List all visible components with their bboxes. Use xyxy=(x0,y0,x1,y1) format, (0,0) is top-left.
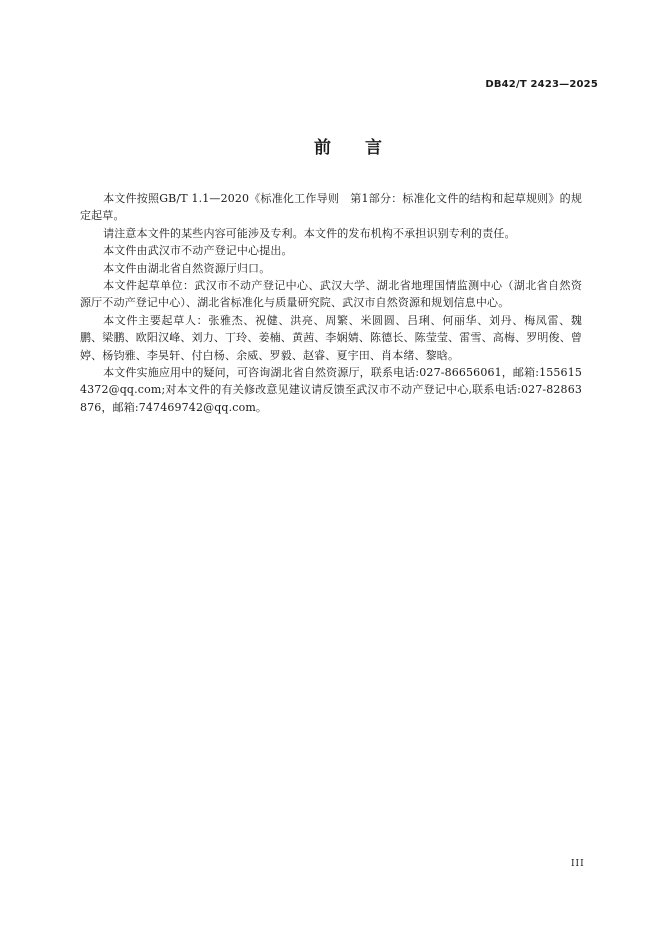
paragraph-drafting-units: 本文件起草单位：武汉市不动产登记中心、武汉大学、湖北省地理国情监测中心（湖北省自然资源厅不动产登记中心）、湖北省标准化与质量研究院、武汉市自然资源和规划信息中心。 xyxy=(80,279,582,310)
page-title: 前 言 xyxy=(314,138,382,158)
paragraph-drafters: 本文件主要起草人：张雅杰、祝健、洪亮、周繁、米圆圆、吕琍、何丽华、刘丹、梅凤雷、魏鹏、梁鹏、欧阳汉峰、刘力、丁玲、姜楠、黄茜、李娴婧、陈德长、陈莹莹、雷雪、高梅、罗明俊、曾婷、杨钧雅、李昊轩、付白杨、余威、罗毅、赵睿、夏宇田、肖本绪、黎晗。 xyxy=(80,313,582,362)
paragraph-patent-notice: 请注意本文件的某些内容可能涉及专利。本文件的发布机构不承担识别专利的责任。 xyxy=(103,226,516,240)
paragraph-responsible-unit: 本文件由湖北省自然资源厅归口。 xyxy=(103,261,271,275)
page-number: III xyxy=(571,859,585,869)
standard-number: DB42/T 2423—2025 xyxy=(485,79,598,90)
paragraph-proposer: 本文件由武汉市不动产登记中心提出。 xyxy=(103,244,293,258)
paragraph-contact-info: 本文件实施应用中的疑问，可咨询湖北省自然资源厅，联系电话:027-86656061，邮箱:1556154372@qq.com;对本文件的有关修改意见建议请反馈至武汉市不动产登记中心,联系电话:027-82863876，邮箱:747469742@qq.com。 xyxy=(80,366,582,414)
paragraph-drafting-rules: 本文件按照GB/T 1.1—2020《标准化工作导则 第1部分：标准化文件的结构和起草规则》的规定起草。 xyxy=(80,192,582,223)
foreword-body xyxy=(80,190,582,416)
